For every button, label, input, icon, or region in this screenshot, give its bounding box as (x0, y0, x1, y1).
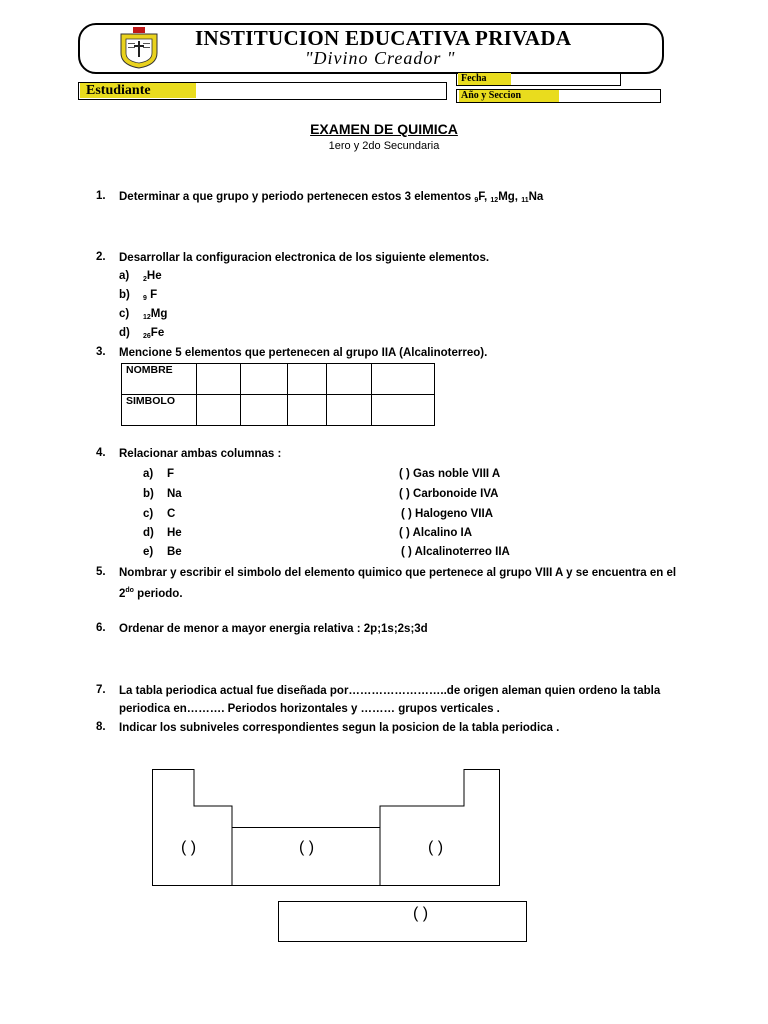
q5-line2: $2^{do}$ periodo. (119, 587, 183, 600)
q4-left-item: b) Na (143, 488, 182, 500)
q4-right-item: ( ) Carbonoide IVA (399, 488, 499, 500)
school-motto: "Divino Creador " (305, 48, 456, 68)
date-label: Fecha (458, 73, 511, 85)
q4-right-item: ( ) Alcalino IA (399, 527, 473, 539)
q4-left-item: a) F (143, 468, 175, 480)
q1-text (119, 190, 543, 208)
answer-cell[interactable] (372, 364, 435, 395)
q7-number: 7. (96, 684, 106, 696)
q4-number: 4. (96, 447, 106, 459)
table-row (122, 364, 435, 395)
q4-left-item: d) He (143, 527, 182, 539)
q4-right-item: ( ) Gas noble VIII A (399, 468, 501, 480)
answer-cell[interactable] (241, 364, 288, 395)
exam-subtitle: 1ero y 2do Secundaria (328, 140, 440, 152)
periodic-table-outline (152, 769, 500, 886)
q2-text: Desarrollar la configuracion electronica de los siguiente elementos. (119, 252, 490, 264)
q4-left-item: e) Be (143, 546, 182, 558)
q1-f: F, (478, 191, 488, 203)
school-shield-icon (119, 27, 159, 69)
q4-right-item: ( ) Halogeno VIIA (401, 508, 493, 520)
q2-number: 2. (96, 251, 106, 263)
answer-cell[interactable] (327, 395, 372, 426)
q1-na: Na (528, 191, 544, 203)
row-label-nombre: NOMBRE (122, 364, 197, 395)
q2-option: b) $_9$ F (119, 289, 158, 302)
d-block-answer[interactable]: ( ) (299, 839, 315, 856)
answer-cell[interactable] (288, 364, 327, 395)
q4-text: Relacionar ambas columnas : (119, 448, 282, 460)
answer-cell[interactable] (241, 395, 288, 426)
f-block-box (278, 901, 527, 942)
q1-mg: Mg, (498, 191, 519, 203)
q6-text: Ordenar de menor a mayor energia relativa : 2p;1s;2s;3d (119, 623, 428, 635)
answer-cell[interactable] (327, 364, 372, 395)
q6-number: 6. (96, 622, 106, 634)
q3-text: Mencione 5 elementos que pertenecen al grupo IIA (Alcalinoterreo). (119, 347, 488, 359)
q4-left-item: c) C (143, 508, 176, 520)
student-label: Estudiante (80, 83, 196, 98)
q1-number: 1. (96, 190, 106, 202)
q1-f-z: 9 (474, 197, 479, 204)
answer-cell[interactable] (372, 395, 435, 426)
q5-number: 5. (96, 566, 106, 578)
q4-right-item: ( ) Alcalinoterreo IIA (401, 546, 510, 558)
q2-option: a) $_2$He (119, 270, 162, 283)
row-label-simbolo: SIMBOLO (122, 395, 197, 426)
f-block-answer[interactable]: ( ) (413, 905, 429, 922)
q2-option: d) $_{26}$Fe (119, 327, 165, 340)
answer-cell[interactable] (288, 395, 327, 426)
q5-line1: Nombrar y escribir el simbolo del elemento quimico que pertenece al grupo VIII A y se encuentra en el (119, 567, 677, 579)
grade-section-label: Año y Seccion (459, 90, 559, 102)
p-block-answer[interactable]: ( ) (428, 839, 444, 856)
exam-title: EXAMEN DE QUIMICA (310, 121, 458, 137)
q3-number: 3. (96, 346, 106, 358)
q1-mg-z: 12 (490, 197, 499, 204)
q1-na-z: 11 (521, 197, 529, 204)
q8-text: Indicar los subniveles correspondientes segun la posicion de la tabla periodica . (119, 722, 560, 734)
q2-option: c) $_{12}$Mg (119, 308, 168, 321)
answer-cell[interactable] (197, 395, 241, 426)
q7-line2: periodica en………. Periodos horizontales y ……… grupos verticales . (119, 703, 500, 715)
q8-number: 8. (96, 721, 106, 733)
q1-prompt: Determinar a que grupo y periodo pertenecen estos 3 elementos (119, 191, 472, 203)
q3-answer-table (121, 363, 435, 426)
institution-name: INSTITUCION EDUCATIVA PRIVADA (195, 26, 572, 50)
answer-cell[interactable] (197, 364, 241, 395)
s-block-answer[interactable]: ( ) (181, 839, 197, 856)
table-row (122, 395, 435, 426)
q7-line1: La tabla periodica actual fue diseñada por……………………..de origen aleman quien ordeno la tabla (119, 685, 661, 697)
